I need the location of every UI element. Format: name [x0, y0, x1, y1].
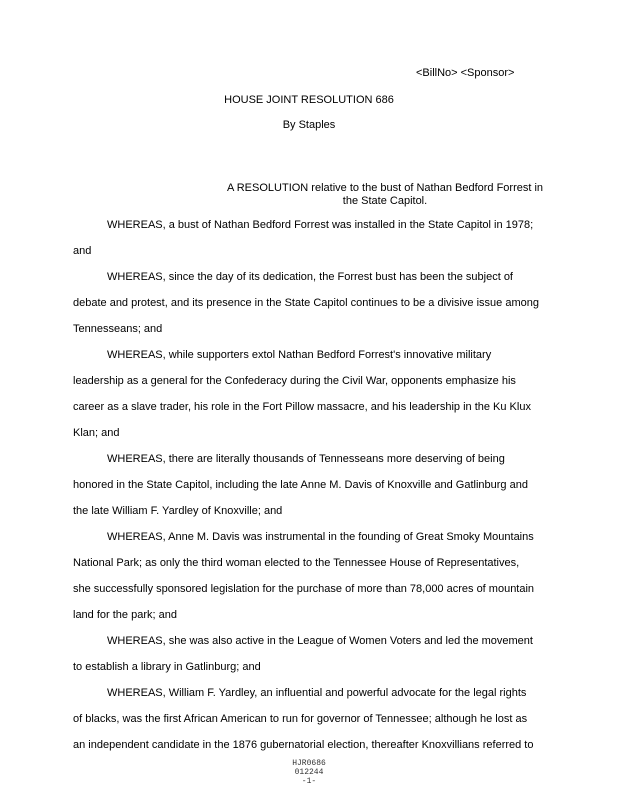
body-line-14: National Park; as only the third woman elected to the Tennessee House of Representatives,	[73, 557, 520, 569]
body-line-17: WHEREAS, she was also active in the League of Women Voters and led the movement	[107, 635, 533, 647]
body-line-13: WHEREAS, Anne M. Davis was instrumental in the founding of Great Smoky Mountains	[107, 531, 534, 543]
body-line-12: the late William F. Yardley of Knoxville; and	[73, 505, 283, 517]
resolution-title-line-2: the State Capitol.	[342, 195, 428, 207]
body-line-20: of blacks, was the first African American to run for governor of Tennessee; although he lost as	[73, 713, 528, 725]
resolution-number: HOUSE JOINT RESOLUTION 686	[224, 94, 394, 106]
body-line-15: she successfully sponsored legislation for the purchase of more than 78,000 acres of mountain	[73, 583, 535, 595]
body-line-8: career as a slave trader, his role in the Fort Pillow massacre, and his leadership in the Ku Klux	[73, 401, 531, 413]
body-line-21: an independent candidate in the 1876 gubernatorial election, thereafter Knoxvillians referred to	[73, 739, 534, 751]
footer-doc-code: 012244	[294, 768, 324, 777]
body-line-1: WHEREAS, a bust of Nathan Bedford Forrest was installed in the State Capitol in 1978;	[107, 219, 534, 231]
body-line-4: debate and protest, and its presence in the State Capitol continues to be a divisive issue among	[73, 297, 539, 309]
body-line-16: land for the park; and	[73, 609, 177, 621]
resolution-title-line-1: A RESOLUTION relative to the bust of Nathan Bedford Forrest in	[226, 182, 544, 194]
sponsor-line: By Staples	[282, 119, 336, 131]
body-line-19: WHEREAS, William F. Yardley, an influential and powerful advocate for the legal rights	[107, 687, 527, 699]
resolution-body	[73, 212, 553, 758]
body-line-7: leadership as a general for the Confederacy during the Civil War, opponents emphasize his	[73, 375, 516, 387]
bill-tags: <BillNo> <Sponsor>	[416, 67, 515, 79]
body-line-5: Tennesseans; and	[73, 323, 163, 335]
body-line-2: and	[73, 245, 92, 257]
body-line-6: WHEREAS, while supporters extol Nathan Bedford Forrest's innovative military	[107, 349, 492, 361]
body-line-3: WHEREAS, since the day of its dedication, the Forrest bust has been the subject of	[107, 271, 513, 283]
body-line-9: Klan; and	[73, 427, 120, 439]
footer-bill-code: HJR0686	[292, 759, 326, 768]
body-line-11: honored in the State Capitol, including the late Anne M. Davis of Knoxville and Gatlinburg and	[73, 479, 528, 491]
body-line-10: WHEREAS, there are literally thousands of Tennesseans more deserving of being	[107, 453, 505, 465]
body-line-18: to establish a library in Gatlinburg; and	[73, 661, 261, 673]
footer-page-number: -1-	[301, 777, 317, 786]
